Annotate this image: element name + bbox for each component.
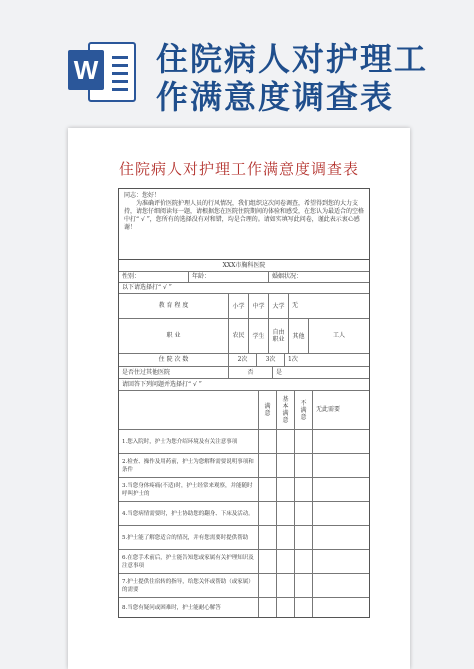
other-hospital-option-no[interactable]: 否 xyxy=(229,367,273,378)
rating-unsatisfied-cell[interactable] xyxy=(295,550,313,573)
rating-satisfied-cell[interactable] xyxy=(259,574,277,597)
hospital-name: XXX市胸科医院 xyxy=(222,261,266,269)
rating-na-cell[interactable] xyxy=(313,502,369,525)
rating-unsatisfied-cell[interactable] xyxy=(295,502,313,525)
admissions-label: 住 院 次 数 xyxy=(119,354,229,366)
rating-header-unsatisfied: 不满意 xyxy=(295,391,313,429)
text-line-icon xyxy=(112,72,128,75)
rating-satisfied-cell[interactable] xyxy=(259,454,277,477)
education-row xyxy=(119,294,369,319)
question-row xyxy=(119,478,369,502)
question-row xyxy=(119,574,369,598)
occupation-option-student[interactable]: 学生 xyxy=(249,319,269,353)
rating-unsatisfied-cell[interactable] xyxy=(295,454,313,477)
hospital-row xyxy=(119,260,369,272)
education-option-university[interactable]: 大学 xyxy=(269,294,289,318)
rating-na-cell[interactable] xyxy=(313,430,369,453)
other-hospital-option-yes[interactable]: 是 xyxy=(276,368,283,376)
rating-na-cell[interactable] xyxy=(313,574,369,597)
education-option-none[interactable]: 无 xyxy=(292,302,299,309)
rating-satisfied-cell[interactable] xyxy=(259,598,277,617)
info-row xyxy=(119,272,369,283)
question-text: 6.在您手术前后，护士能告知您或家属有关护理知识及注意事项 xyxy=(119,550,259,573)
rating-na-cell[interactable] xyxy=(313,478,369,501)
survey-form xyxy=(118,188,370,618)
intro-section xyxy=(119,189,369,260)
rating-satisfied-cell[interactable] xyxy=(259,550,277,573)
question-text: 4.当您病情需要时，护士协助您的翻身、下床及活动。 xyxy=(119,502,259,525)
text-line-icon xyxy=(112,64,128,67)
question-row xyxy=(119,526,369,550)
question-row xyxy=(119,550,369,574)
admissions-option-3[interactable]: 3次 xyxy=(257,354,285,366)
page-title-line-2: 作满意度调查表 xyxy=(156,78,395,116)
rating-na-cell[interactable] xyxy=(313,526,369,549)
age-field[interactable]: 年龄： xyxy=(189,272,269,282)
question-instruction: 请回答下列问题并选择打“ √ ” xyxy=(122,380,202,388)
document-title: 住院病人对护理工作满意度调查表 xyxy=(118,160,359,178)
rating-unsatisfied-cell[interactable] xyxy=(295,430,313,453)
rating-header-na: 无此需要 xyxy=(316,406,341,413)
rating-na-cell[interactable] xyxy=(313,454,369,477)
intro-text: 为准确评价医院护理人员的行风情况，我们组织这次问卷调查，希望得到您的大力支持，请您仔细阅读每一题，请根据您在医院住院期间的体验和感受，在您认为最适合的空格中打“ √ ”，您所有的选择没有对和错，均是合理的。请如实填写此问卷，谨此表示衷心感谢！ xyxy=(124,200,365,231)
occupation-option-farmer[interactable]: 农民 xyxy=(229,319,249,353)
select-instruction: 以下请选择打“ √ ” xyxy=(122,284,172,291)
rating-basic-cell[interactable] xyxy=(277,526,295,549)
admissions-option-2[interactable]: 2次 xyxy=(229,354,257,366)
question-instruction-row xyxy=(119,379,369,391)
rating-basic-cell[interactable] xyxy=(277,502,295,525)
other-hospital-row xyxy=(119,367,369,379)
document-paper xyxy=(68,128,410,669)
education-option-primary[interactable]: 小学 xyxy=(229,294,249,318)
rating-header-row xyxy=(119,391,369,430)
rating-basic-cell[interactable] xyxy=(277,598,295,617)
header xyxy=(0,0,474,120)
rating-na-cell[interactable] xyxy=(313,550,369,573)
rating-na-cell[interactable] xyxy=(313,598,369,617)
rating-unsatisfied-cell[interactable] xyxy=(295,526,313,549)
rating-satisfied-cell[interactable] xyxy=(259,430,277,453)
rating-unsatisfied-cell[interactable] xyxy=(295,574,313,597)
occupation-option-other[interactable]: 其他 xyxy=(289,319,309,353)
rating-basic-cell[interactable] xyxy=(277,454,295,477)
question-text: 2.检查、操作及用药前，护士为您解释需要说明事项和条件 xyxy=(119,454,259,477)
rating-basic-cell[interactable] xyxy=(277,574,295,597)
gender-field[interactable]: 性别： xyxy=(119,272,189,282)
rating-basic-cell[interactable] xyxy=(277,478,295,501)
text-line-icon xyxy=(112,56,128,59)
rating-header-basic: 基本满意 xyxy=(277,391,295,429)
rating-unsatisfied-cell[interactable] xyxy=(295,478,313,501)
rating-header-satisfied: 满意 xyxy=(259,391,277,429)
text-line-icon xyxy=(112,80,128,83)
occupation-option-worker[interactable]: 工人 xyxy=(332,332,345,339)
question-text: 3.当您身体疼痛(不适)时，护士经常来观察，并能随时呼叫护士的 xyxy=(119,478,259,501)
question-text: 8.当您有疑问或困难时，护士能耐心解答 xyxy=(119,598,259,617)
text-line-icon xyxy=(112,88,128,91)
question-row xyxy=(119,598,369,617)
question-row xyxy=(119,502,369,526)
question-row xyxy=(119,454,369,478)
other-hospital-label: 是否住过其他医院 xyxy=(119,367,229,378)
occupation-option-freelance[interactable]: 自由职业 xyxy=(269,319,289,353)
question-column-header xyxy=(119,391,259,429)
education-option-middle[interactable]: 中学 xyxy=(249,294,269,318)
rating-satisfied-cell[interactable] xyxy=(259,526,277,549)
question-text: 7.护士提供住宿转的指导，给您关怀或帮助（或家属）的需要 xyxy=(119,574,259,597)
rating-unsatisfied-cell[interactable] xyxy=(295,598,313,617)
question-text: 5.护士能了解您适合的情况，并有您需要时提供帮助 xyxy=(119,526,259,549)
rating-basic-cell[interactable] xyxy=(277,550,295,573)
rating-satisfied-cell[interactable] xyxy=(259,502,277,525)
question-text: 1.您入院时，护士为您介绍环境及有关注意事项 xyxy=(119,430,259,453)
marital-field[interactable]: 婚姻状况： xyxy=(272,273,303,280)
rating-basic-cell[interactable] xyxy=(277,430,295,453)
word-badge: W xyxy=(68,50,104,90)
rating-satisfied-cell[interactable] xyxy=(259,478,277,501)
occupation-row xyxy=(119,319,369,354)
education-label: 教 育 程 度 xyxy=(119,294,229,318)
word-document-icon xyxy=(68,40,134,102)
greeting: 同志：您好！ xyxy=(124,192,161,199)
occupation-label: 职 业 xyxy=(119,319,229,353)
page-title-line-1: 住院病人对护理工 xyxy=(156,40,429,78)
question-row xyxy=(119,430,369,454)
admissions-option-1[interactable]: 1次 xyxy=(288,356,298,363)
admissions-row xyxy=(119,354,369,367)
select-instruction-row xyxy=(119,283,369,294)
